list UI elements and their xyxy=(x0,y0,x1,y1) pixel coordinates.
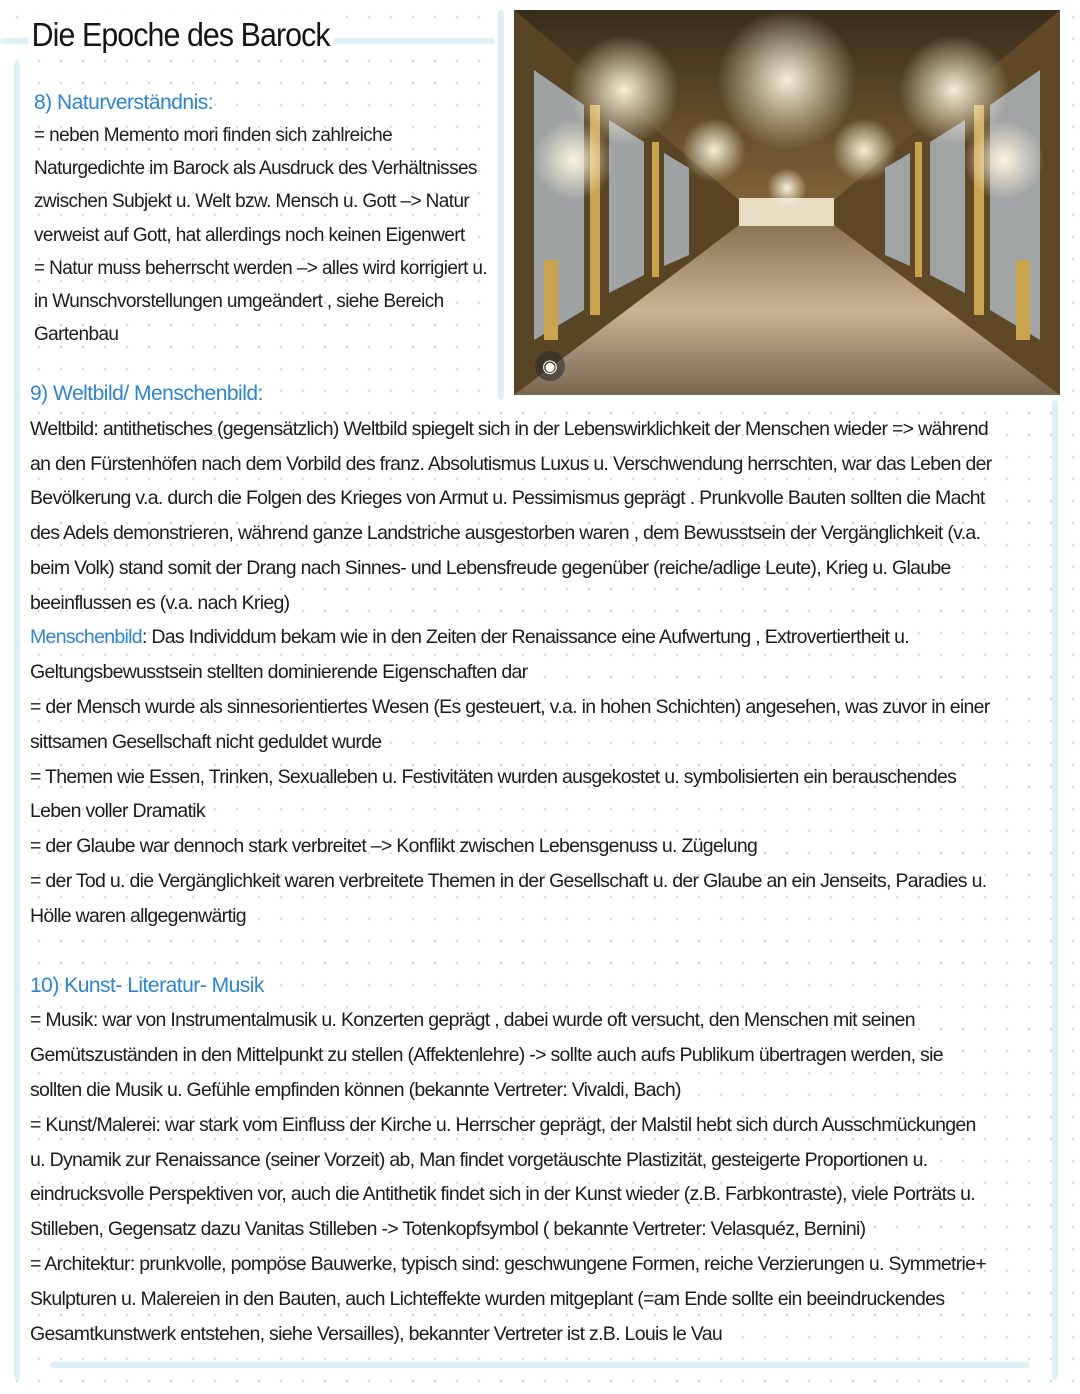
text-line: = der Glaube war dennoch stark verbreitet –> Konflikt zwischen Lebensgenuss u. Zügelung xyxy=(30,835,758,858)
text-line: Gemütszuständen in den Mittelpunkt zu stellen (Affektenlehre) -> sollte auch aufs Publikum übertragen werden, sie xyxy=(30,1044,943,1067)
text-line: Bevölkerung v.a. durch die Folgen des Krieges von Armut u. Pessimismus geprägt . Prunkvolle Bauten sollten die Macht xyxy=(30,487,985,510)
section-naturverstaendnis xyxy=(34,86,514,351)
text-line: = Kunst/Malerei: war stark vom Einfluss der Kirche u. Herrscher geprägt, der Malstil hebt sich durch Ausschmückungen xyxy=(30,1113,976,1136)
text-line: u. Dynamik zur Renaissance (seiner Vorzeit) ab, Man findet vorgetäuschte Plastizität, gesteigerte Proportionen u. xyxy=(30,1148,928,1171)
frame-left-border xyxy=(14,60,20,1380)
section-heading: 8) Naturverständnis: xyxy=(34,91,214,114)
text-line: Gartenbau xyxy=(34,324,119,346)
text-line: = Musik: war von Instrumentalmusik u. Konzerten geprägt , dabei wurde oft versucht, den Menschen mit seinen xyxy=(30,1009,915,1032)
menschenbild-label: Menschenbild xyxy=(30,626,142,649)
page-title: Die Epoche des Barock xyxy=(28,16,333,54)
google-lens-icon[interactable]: ◉ xyxy=(535,351,565,381)
section-heading: 10) Kunst- Literatur- Musik xyxy=(30,973,264,997)
section-heading: 9) Weltbild/ Menschenbild: xyxy=(30,382,263,405)
text-line: beim Volk) stand somit der Drang nach Sinnes- und Lebensfreude gegenüber (reiche/adlige Leute), Krieg u. Glaube xyxy=(30,556,951,579)
text-line: = der Mensch wurde als sinnesorientiertes Wesen (Es gesteuert, v.a. in hohen Schichten) angesehen, was zuvor in einer xyxy=(30,696,990,719)
text-line: beeinflussen es (v.a. nach Krieg) xyxy=(30,591,290,614)
text-line: Stilleben, Gegensatz dazu Vanitas Stilleben -> Totenkopfsymbol ( bekannte Vertreter: Velasquéz, Bernini) xyxy=(30,1218,866,1241)
menschenbild-text: : Das Individdum bekam wie in den Zeiten der Renaissance eine Aufwertung , Extrovertiertheit u. xyxy=(141,626,909,649)
text-line: zwischen Subjekt u. Welt bzw. Mensch u. Gott –> Natur xyxy=(34,191,470,213)
main-text xyxy=(30,377,1060,1351)
text-line: eindrucksvolle Perspektiven vor, auch die Antithetik findet sich in der Kunst wieder (z.B. Farbkontraste), viele Porträts u. xyxy=(30,1183,976,1206)
text-line: in Wunschvorstellungen umgeändert , siehe Bereich xyxy=(34,291,444,313)
text-line: Geltungsbewusstsein stellten dominierende Eigenschaften dar xyxy=(30,661,528,684)
section-spacer xyxy=(30,934,1060,969)
text-line: = der Tod u. die Vergänglichkeit waren verbreitete Themen in der Gesellschaft u. der Glaube an ein Jenseits, Paradies u. xyxy=(30,870,987,893)
text-line: = Themen wie Essen, Trinken, Sexualleben u. Festivitäten wurden ausgekostet u. symbolisierten ein berauschendes xyxy=(30,765,957,788)
photo-illustration xyxy=(514,10,1060,395)
text-line: Weltbild: antithetisches (gegensätzlich) Weltbild spiegelt sich in der Lebenswirklichkeit der Menschen wieder => während xyxy=(30,417,988,440)
text-line: Naturgedichte im Barock als Ausdruck des Verhältnisses xyxy=(34,158,477,180)
text-line: an den Fürstenhöfen nach dem Vorbild des franz. Absolutismus Luxus u. Verschwendung herrschten, war das Leben der xyxy=(30,452,992,475)
frame-bottom-border xyxy=(50,1362,1030,1368)
text-line: des Adels demonstrieren, während ganze Landstriche ausgestorben waren , dem Bewusstsein der Vergänglichkeit (v.a. xyxy=(30,522,981,545)
menschenbild-line xyxy=(30,620,1060,655)
hall-of-mirrors-photo xyxy=(514,10,1060,395)
text-line: verweist auf Gott, hat allerdings noch keinen Eigenwert xyxy=(34,224,465,246)
text-line: = Architektur: prunkvolle, pompöse Bauwerke, typisch sind: geschwungene Formen, reiche Verzierungen u. Symmetrie+ xyxy=(30,1252,987,1275)
text-line: sollten die Musik u. Gefühle empfinden können (bekannte Vertreter: Vivaldi, Bach) xyxy=(30,1078,681,1101)
text-line: = neben Memento mori finden sich zahlreiche xyxy=(34,125,393,146)
text-line: Leben voller Dramatik xyxy=(30,800,205,823)
text-line: sittsamen Gesellschaft nicht geduldet wurde xyxy=(30,730,382,753)
text-line: Gesamtkunstwerk entstehen, siehe Versailles), bekannter Vertreter ist z.B. Louis le Vau xyxy=(30,1322,723,1345)
text-line: Skulpturen u. Malereien in den Bauten, auch Lichteffekte wurden mitgeplant (=am Ende sollte ein beeindruckendes xyxy=(30,1287,945,1310)
text-line: Hölle waren allgegenwärtig xyxy=(30,904,246,927)
text-line: = Natur muss beherrscht werden –> alles wird korrigiert u. xyxy=(34,257,488,279)
